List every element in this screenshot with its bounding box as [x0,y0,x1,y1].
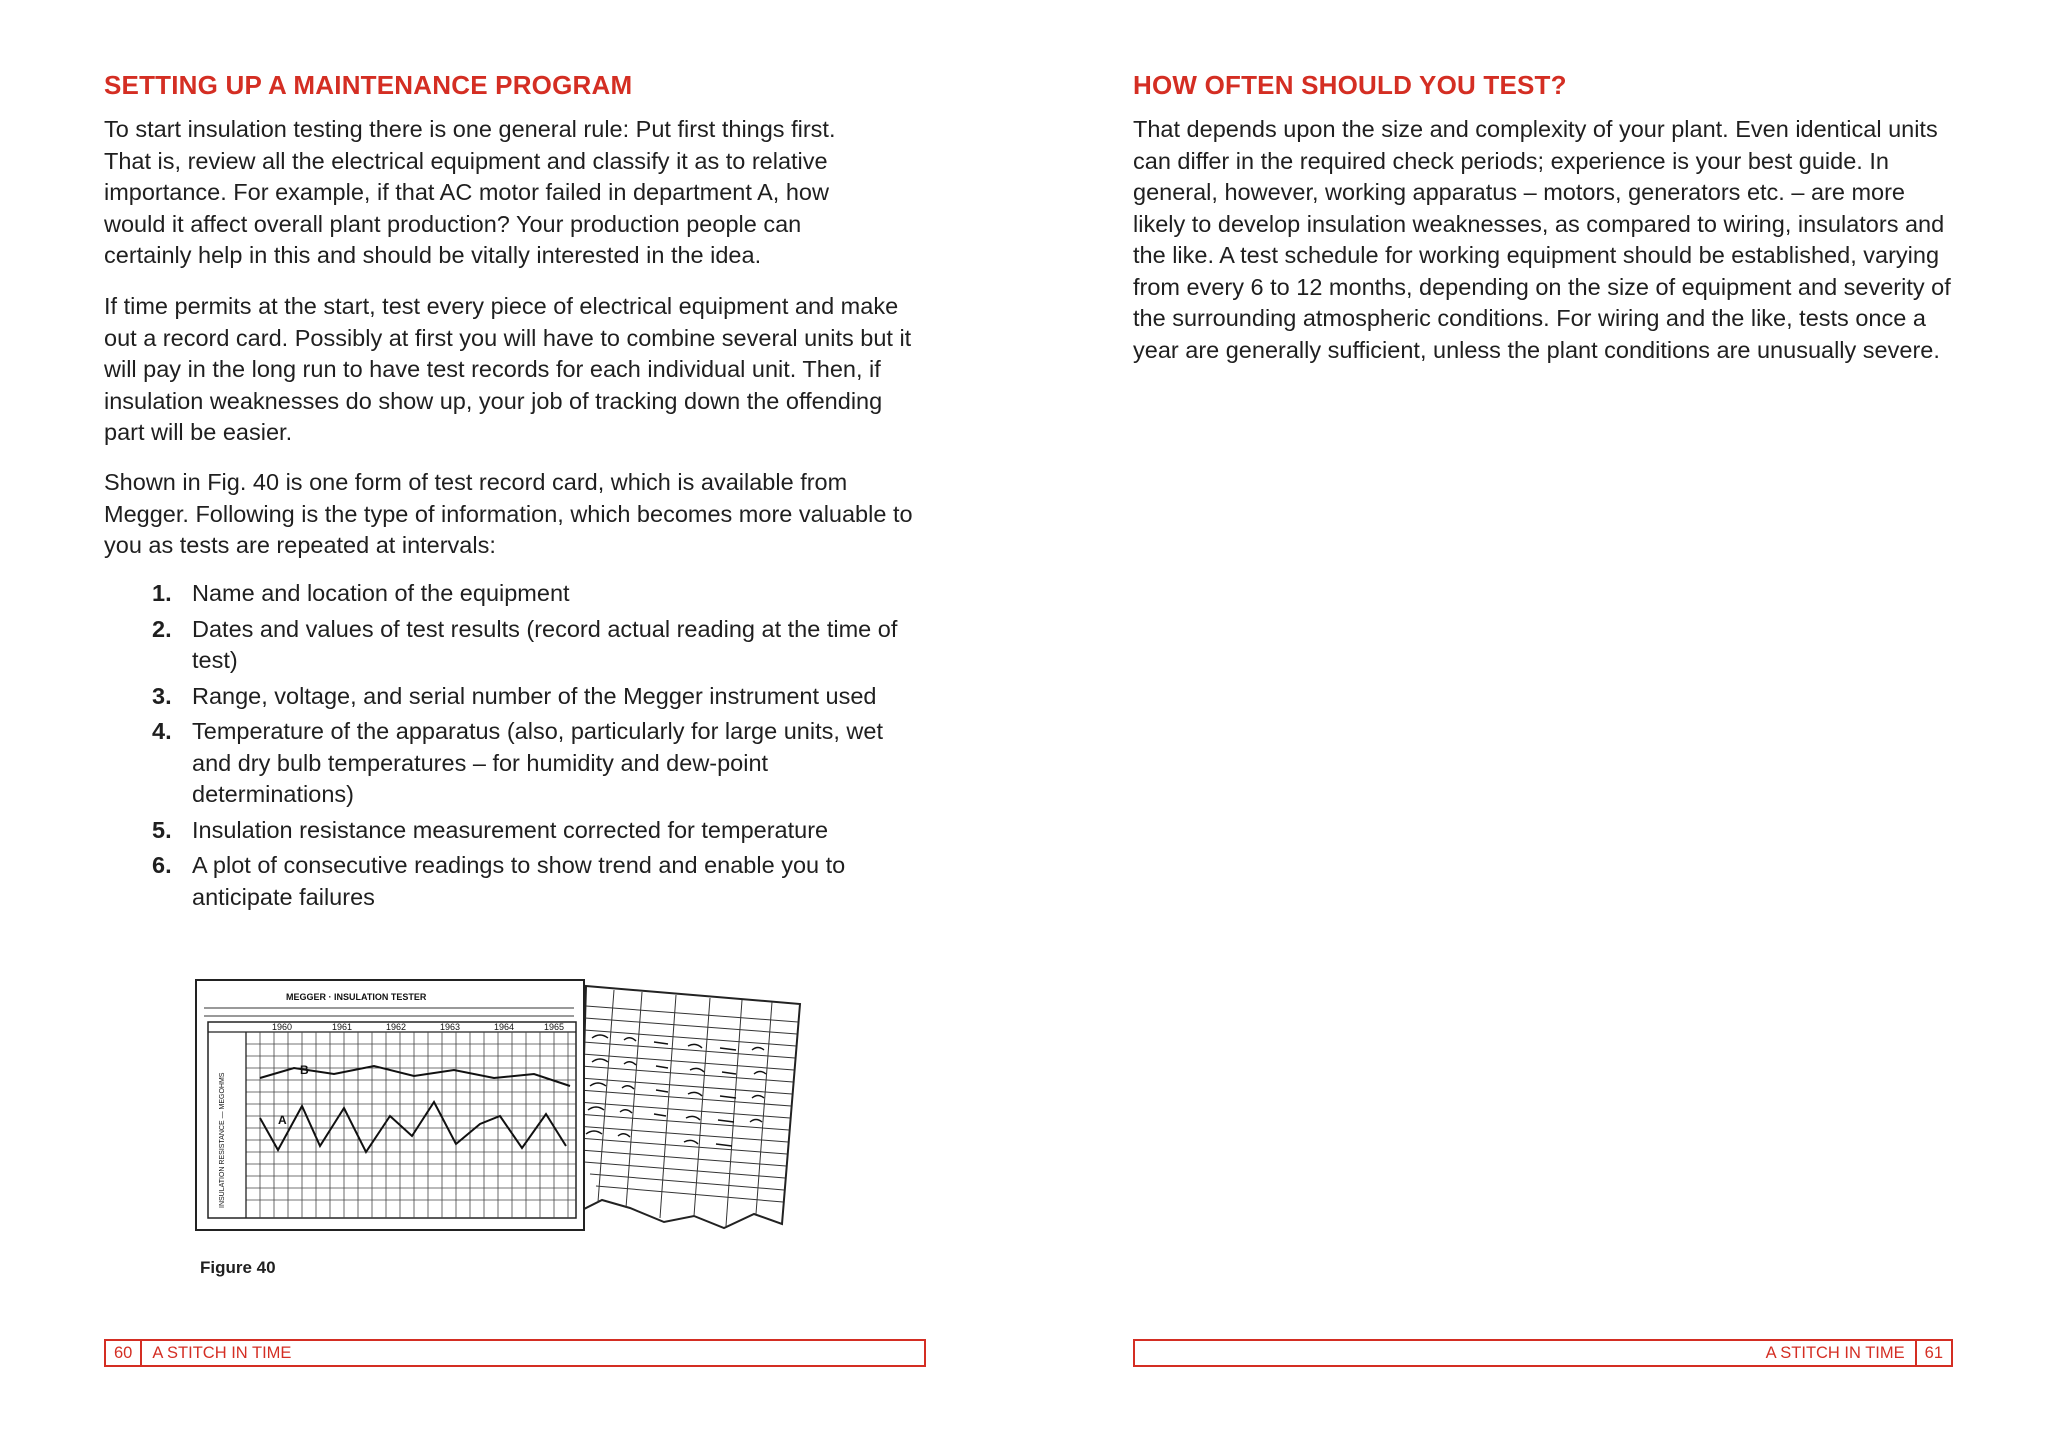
year-label: 1961 [332,1022,353,1032]
right-page [1133,0,1953,1434]
paragraph-2: If time permits at the start, test every piece of electrical equipment and make out a record card. Possibly at first you will have to combine several units but it will pay in the long run to have test records for each individual unit. Then, if insulation weaknesses do show up, your job of tracking down the offending part will be easier. [104,293,912,445]
footer-title: A STITCH IN TIME [1765,1343,1905,1362]
year-label: 1960 [272,1022,293,1032]
list-item: 5. Insulation resistance measurement corrected for temperature [152,816,829,843]
footer-right [1133,1339,1953,1367]
footer-left [104,1339,926,1367]
year-label: 1965 [544,1022,565,1032]
section-heading-maintenance: SETTING UP A MAINTENANCE PROGRAM [104,70,633,100]
record-card-graph [196,980,584,1230]
year-label: 1962 [386,1022,407,1032]
list-item: 3. Range, voltage, and serial number of the Megger instrument used [152,682,877,709]
left-page [104,0,926,1434]
axis-label: INSULATION RESISTANCE — MEGOHMS [219,1072,226,1208]
year-label: 1964 [494,1022,515,1032]
section-heading-how-often: HOW OFTEN SHOULD YOU TEST? [1133,70,1567,100]
page-number: 61 [1915,1341,1951,1365]
paragraph-test-frequency: That depends upon the size and complexity of your plant. Even identical units can differ in the required check periods; experience is your best guide. In general, however, working apparatus – motors, generators etc. – are more likely to develop insulation weaknesses, as compared to wiring, insulators and the like. A test schedule for working equipment should be established, varying from every 6 to 12 months, depending on the size of equipment and severity of the surrounding atmospheric conditions. For wiring and the like, tests once a year are generally sufficient, unless the plant conditions are unusually severe. [1133,116,1951,363]
record-card-table [574,986,800,1228]
paragraph-3: Shown in Fig. 40 is one form of test record card, which is available from Megger. Following is the type of information, which becomes more valuable to you as tests are repeated at intervals: [104,469,913,558]
list-item: 4. Temperature of the apparatus (also, particularly for large units, wet and dry bulb temperatures – for humidity and dew-point determinations) [152,718,883,807]
card-header-text: MEGGER · INSULATION TESTER [286,992,427,1002]
page-number: 60 [106,1341,142,1365]
list-item: 6. A plot of consecutive readings to show trend and enable you to anticipate failures [152,852,846,910]
paragraph-1: To start insulation testing there is one general rule: Put first things first. That is, review all the electrical equipment and classify it as to relative importance. For example, if that AC motor failed in department A, how would it affect overall plant production? Your production people can certainly help in this and should be vitally interested in the idea. [104,116,836,268]
test-record-card-figure [194,978,834,1240]
line-label-b: B [300,1063,309,1077]
line-label-a: A [278,1113,287,1127]
list-item: 1. Name and location of the equipment [152,580,570,606]
list-item: 2. Dates and values of test results (record actual reading at the time of test) [152,615,898,673]
year-label: 1963 [440,1022,461,1032]
figure-caption: Figure 40 [200,1258,276,1277]
footer-title: A STITCH IN TIME [152,1343,292,1362]
record-info-list [104,578,926,917]
